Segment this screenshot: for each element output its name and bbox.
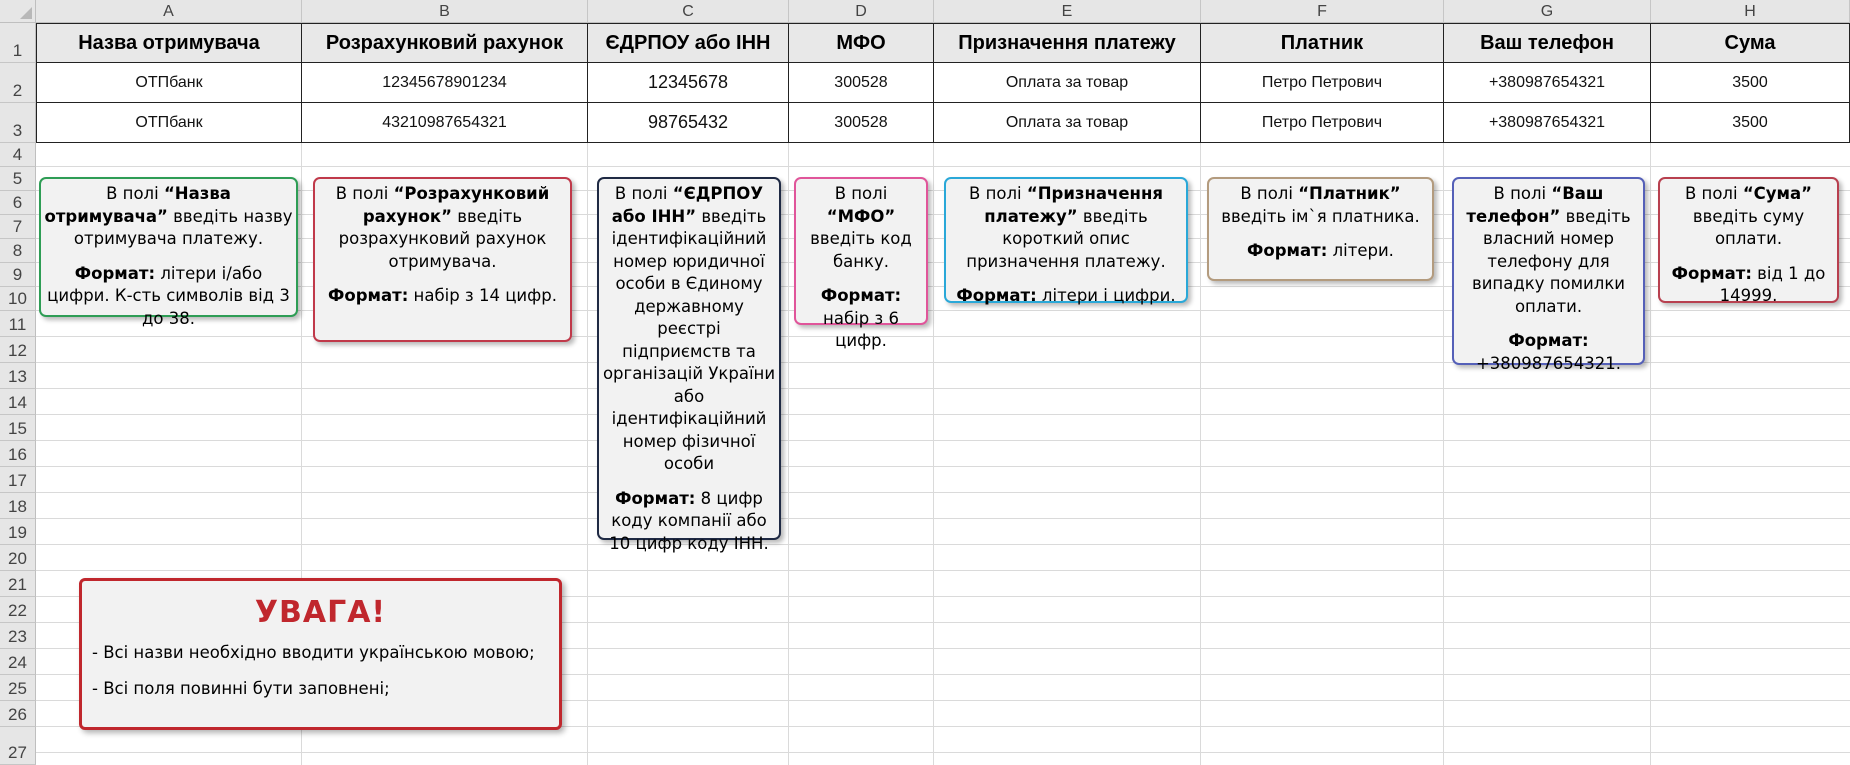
header-cell-edrpou[interactable]: ЄДРПОУ або ІНН [588, 24, 789, 63]
header-cell-phone[interactable]: Ваш телефон [1444, 24, 1651, 63]
row-header-18[interactable]: 18 [0, 493, 36, 519]
row-header-12[interactable]: 12 [0, 337, 36, 363]
table-cell[interactable]: Оплата за товар [934, 103, 1201, 143]
row-header-8[interactable]: 8 [0, 239, 36, 263]
row-header-1[interactable]: 1 [0, 23, 36, 63]
column-header-d[interactable]: D [789, 0, 934, 23]
row-header-5[interactable]: 5 [0, 167, 36, 191]
column-header-h[interactable]: H [1651, 0, 1850, 23]
table-cell[interactable]: 300528 [789, 103, 934, 143]
note-box-edrpou[interactable]: В полі “ЄДРПОУ або ІНН” введіть ідентифікаційний номер юридичної особи в Єдиному державному реєстрі підприємств та організацій України або ідентифікаційний номер фізичної особи Формат: 8 цифр коду компанії або 10 цифр коду ІНН. [597, 177, 781, 540]
row-header-27[interactable]: 27 [0, 727, 36, 765]
warning-item: - Всі поля повинні бути заповнені; [92, 679, 390, 698]
warning-item: - Всі назви необхідно вводити українською мовою; [92, 643, 535, 662]
note-box-mfo[interactable]: В полі “МФО” введіть код банку. Формат: набір з 6 цифр. [794, 177, 928, 325]
table-cell[interactable]: +380987654321 [1444, 63, 1651, 103]
table-cell[interactable]: ОТПбанк [37, 103, 302, 143]
table-cell[interactable]: 3500 [1651, 63, 1850, 103]
header-cell-purpose[interactable]: Призначення платежу [934, 24, 1201, 63]
column-header-c[interactable]: C [588, 0, 789, 23]
warning-box[interactable] [79, 578, 562, 730]
row-header-16[interactable]: 16 [0, 441, 36, 467]
column-header-e[interactable]: E [934, 0, 1201, 23]
row-header-19[interactable]: 19 [0, 519, 36, 545]
table-cell[interactable]: 3500 [1651, 103, 1850, 143]
row-header-15[interactable]: 15 [0, 415, 36, 441]
select-all-corner[interactable] [0, 0, 36, 23]
row-header-13[interactable]: 13 [0, 363, 36, 389]
note-box-amount[interactable]: В полі “Сума” введіть суму оплати. Формат: від 1 до 14999. [1658, 177, 1839, 303]
table-cell[interactable]: Петро Петрович [1201, 63, 1444, 103]
table-cell[interactable]: 300528 [789, 63, 934, 103]
column-header-g[interactable]: G [1444, 0, 1651, 23]
row-header-9[interactable]: 9 [0, 263, 36, 287]
header-cell-mfo[interactable]: МФО [789, 24, 934, 63]
row-header-14[interactable]: 14 [0, 389, 36, 415]
note-box-purpose[interactable]: В полі “Призначення платежу” введіть короткий опис призначення платежу. Формат: літери і цифри. [944, 177, 1188, 303]
warning-title: УВАГА! [254, 595, 387, 630]
row-header-25[interactable]: 25 [0, 675, 36, 701]
table-cell[interactable]: Оплата за товар [934, 63, 1201, 103]
header-cell-recipient[interactable]: Назва отримувача [37, 24, 302, 63]
row-header-3[interactable]: 3 [0, 103, 36, 143]
table-cell[interactable]: +380987654321 [1444, 103, 1651, 143]
header-cell-amount[interactable]: Сума [1651, 24, 1850, 63]
row-header-10[interactable]: 10 [0, 287, 36, 311]
row-header-17[interactable]: 17 [0, 467, 36, 493]
note-box-phone[interactable]: В полі “Ваш телефон” введіть власний номер телефону для випадку помилки оплати. Формат: +380987654321. [1452, 177, 1645, 365]
row-header-22[interactable]: 22 [0, 597, 36, 623]
row-header-2[interactable]: 2 [0, 63, 36, 103]
row-header-23[interactable]: 23 [0, 623, 36, 649]
table-cell[interactable]: ОТПбанк [37, 63, 302, 103]
note-box-payer[interactable]: В полі “Платник” введіть ім`я платника. Формат: літери. [1207, 177, 1434, 281]
row-header-20[interactable]: 20 [0, 545, 36, 571]
row-header-4[interactable]: 4 [0, 143, 36, 167]
table-cell[interactable]: Петро Петрович [1201, 103, 1444, 143]
row-header-26[interactable]: 26 [0, 701, 36, 727]
row-header-7[interactable]: 7 [0, 215, 36, 239]
column-header-b[interactable]: B [302, 0, 588, 23]
note-box-account[interactable]: В полі “Розрахунковий рахунок” введіть розрахунковий рахунок отримувача. Формат: набір з 14 цифр. [313, 177, 572, 342]
row-header-6[interactable]: 6 [0, 191, 36, 215]
row-header-24[interactable]: 24 [0, 649, 36, 675]
row-header-21[interactable]: 21 [0, 571, 36, 597]
header-cell-payer[interactable]: Платник [1201, 24, 1444, 63]
column-header-a[interactable]: A [36, 0, 302, 23]
table-cell[interactable]: 12345678901234 [302, 63, 588, 103]
table-cell[interactable]: 43210987654321 [302, 103, 588, 143]
column-header-f[interactable]: F [1201, 0, 1444, 23]
header-cell-account[interactable]: Розрахунковий рахунок [302, 24, 588, 63]
note-box-recipient[interactable]: В полі “Назва отримувача” введіть назву отримувача платежу. Формат: літери і/або цифри. К-сть символів від 3 до 38. [39, 177, 298, 317]
row-header-11[interactable]: 11 [0, 311, 36, 337]
table-cell[interactable]: 98765432 [588, 103, 789, 143]
table-cell[interactable]: 12345678 [588, 63, 789, 103]
